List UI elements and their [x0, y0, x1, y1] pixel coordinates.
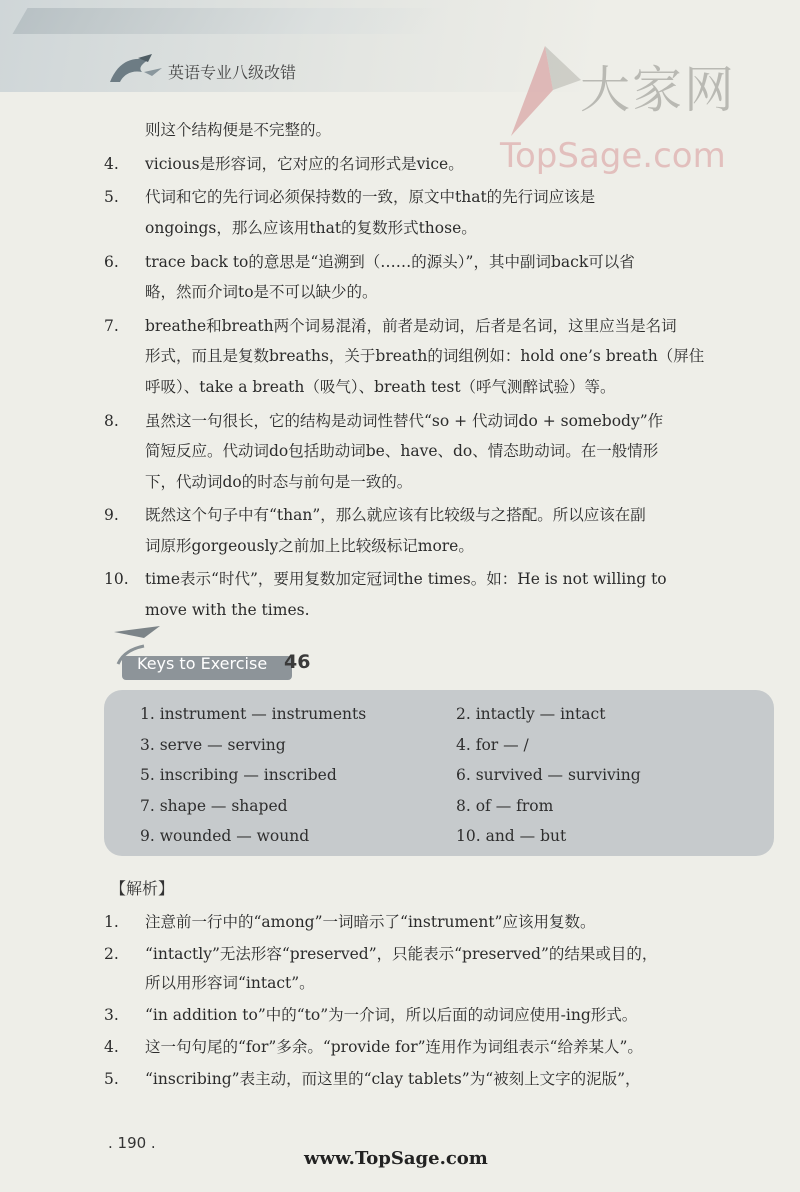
- watermark-english: TopSage.com: [500, 136, 726, 176]
- note-line: 既然这个句子中有“than”，那么就应该有比较级与之搭配。所以应该在副: [145, 506, 646, 525]
- dragon-emblem-icon: [108, 52, 164, 86]
- keys-exercise-number: 46: [284, 651, 311, 673]
- note-number: 6.: [104, 252, 119, 271]
- note-number: 2.: [104, 945, 119, 963]
- header-decoration: [12, 8, 447, 34]
- note-number: 4.: [104, 154, 119, 173]
- analysis-heading: 【解析】: [110, 879, 175, 898]
- answer-key-item: 4. for — /: [456, 735, 529, 754]
- note-line: 这一句句尾的“for”多余。“provide for”连用作为词组表示“给养某人”。: [145, 1037, 643, 1056]
- note-line: time表示“时代”，要用复数加定冠词the times。如：He is not willing to: [145, 570, 667, 589]
- note-line: vicious是形容词，它对应的名词形式是vice。: [145, 154, 464, 173]
- note-number: 4.: [104, 1037, 119, 1056]
- note-line: 所以用形容词“intact”。: [145, 973, 315, 992]
- answer-key-item: 6. survived — surviving: [456, 766, 641, 784]
- note-line: 略，然而介词to是不可以缺少的。: [145, 283, 378, 302]
- note-number: 5.: [104, 188, 119, 207]
- topsage-logo-icon: [505, 40, 585, 140]
- note-line: “intactly”无法形容“preserved”，只能表示“preserved”的结果或目的，: [145, 945, 658, 963]
- answer-key-item: 3. serve — serving: [140, 735, 286, 754]
- note-number: 10.: [104, 570, 129, 589]
- answer-key-item: 8. of — from: [456, 796, 554, 815]
- note-line: trace back to的意思是“追溯到（……的源头）”，其中副词back可以省: [145, 252, 635, 271]
- answer-key-item: 9. wounded — wound: [140, 827, 310, 845]
- answer-key-item: 7. shape — shaped: [140, 796, 288, 815]
- note-line: breathe和breath两个词易混淆，前者是动词，后者是名词，这里应当是名词: [145, 316, 677, 335]
- page-number: . 190 .: [108, 1134, 156, 1152]
- note-number: 8.: [104, 411, 119, 430]
- note-line: 代词和它的先行词必须保持数的一致，原文中that的先行词应该是: [145, 188, 596, 207]
- note-line: “in addition to”中的“to”为一介词，所以后面的动词应使用-ing形式。: [145, 1005, 638, 1024]
- note-number: 3.: [104, 1005, 119, 1024]
- note-line: 形式，而且是复数breaths，关于breath的词组例如：hold one’s breath（屏住: [145, 347, 705, 366]
- answer-key-item: 2. intactly — intact: [456, 705, 606, 723]
- footer-url: www.TopSage.com: [304, 1148, 488, 1169]
- note-line: “inscribing”表主动，而这里的“clay tablets”为“被刻上文字的泥版”，: [145, 1069, 641, 1088]
- note-number: 1.: [104, 913, 119, 931]
- answer-key-item: 5. inscribing — inscribed: [140, 766, 337, 784]
- note-line: 词原形gorgeously之前加上比较级标记more。: [145, 536, 474, 555]
- keys-heading-label: Keys to Exercise: [137, 654, 268, 673]
- note-number: 5.: [104, 1069, 119, 1088]
- answer-key-item: 10. and — but: [456, 827, 567, 845]
- answer-key-item: 1. instrument — instruments: [140, 705, 367, 723]
- note-line: ongoings，那么应该用that的复数形式those。: [145, 218, 477, 237]
- note-line: 呼吸）、take a breath（吸气）、breath test（呼气测醉试验）等。: [145, 377, 616, 396]
- note-line: 简短反应。代动词do包括助动词be、have、do、情态助动词。在一般情形: [145, 442, 659, 460]
- note-number: 7.: [104, 316, 119, 335]
- note-line: move with the times.: [145, 600, 310, 619]
- note-line: 下，代动词do的时态与前句是一致的。: [145, 472, 413, 491]
- answer-keys-box: [104, 690, 774, 856]
- note-line: 虽然这一句很长，它的结构是动词性替代“so + 代动词do + somebody”作: [145, 411, 664, 430]
- note-number: 9.: [104, 506, 119, 525]
- note-line: 注意前一行中的“among”一词暗示了“instrument”应该用复数。: [145, 913, 596, 931]
- watermark-chinese: 大家网: [580, 61, 736, 119]
- page-header-title: 英语专业八级改错: [168, 63, 297, 82]
- note-line: 则这个结构便是不完整的。: [145, 121, 332, 139]
